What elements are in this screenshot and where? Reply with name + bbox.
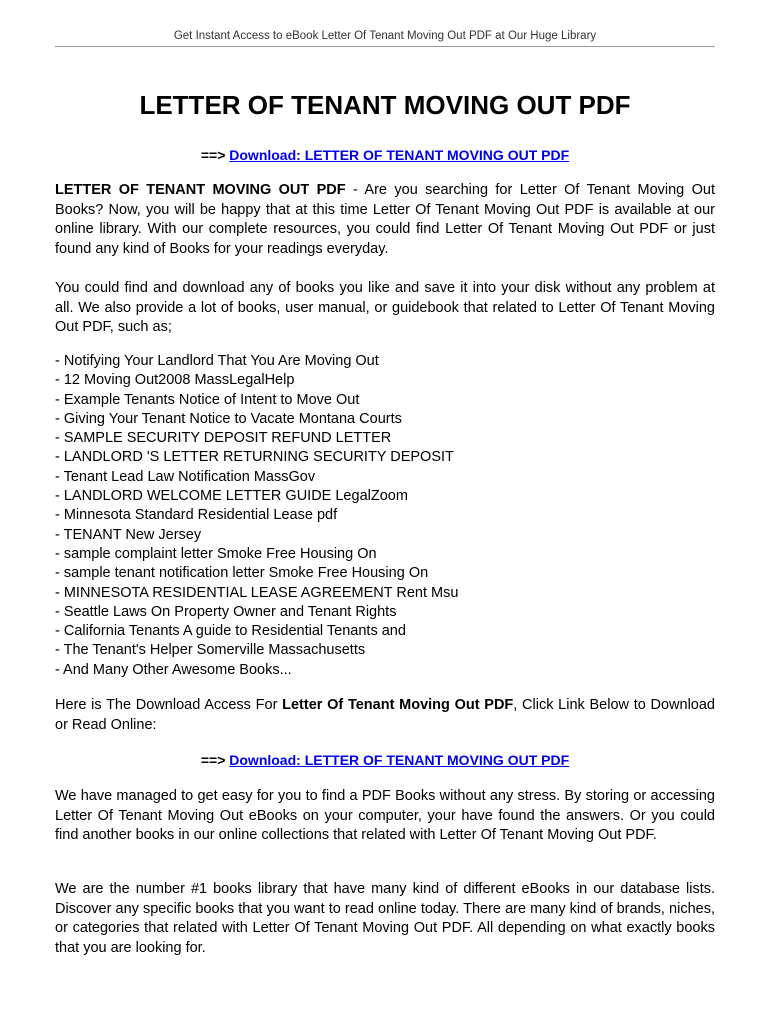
access-before: Here is The Download Access For [55, 697, 283, 713]
book-list-item: - LANDLORD 'S LETTER RETURNING SECURITY DEPOSIT [55, 449, 454, 466]
paragraph-2-text: You could find and download any of books you like and save it into your disk without any problem at all. We also provide a lot of books, user manual, or guidebook that related to Letter Of Tenant Moving Out PDF, such as; [55, 280, 715, 335]
download-link-top[interactable]: Download: LETTER OF TENANT MOVING OUT PDF [229, 147, 570, 163]
download-arrow: ==> [200, 147, 226, 163]
paragraph-3 [55, 787, 715, 846]
book-list-item: - The Tenant's Helper Somerville Massachusetts [55, 642, 366, 659]
book-list-item: - Tenant Lead Law Notification MassGov [55, 468, 316, 485]
book-list-item: - SAMPLE SECURITY DEPOSIT REFUND LETTER [55, 430, 392, 447]
access-bold: Letter Of Tenant Moving Out PDF [282, 697, 514, 713]
book-list-item: - Giving Your Tenant Notice to Vacate Montana Courts [55, 410, 402, 427]
access-after: , Click Link Below to Download or Read Online: [55, 697, 715, 733]
book-list-item: - sample tenant notification letter Smoke Free Housing On [55, 565, 429, 582]
book-list-item: - Example Tenants Notice of Intent to Move Out [55, 391, 360, 408]
paragraph-3-text: We have managed to get easy for you to find a PDF Books without any stress. By storing or accessing Letter Of Tenant Moving Out eBooks on your computer, your have found the answers. Or you could find another books in our online collections that related with Letter Of Tenant Moving Out PDF. [55, 788, 715, 843]
paragraph-2 [55, 279, 715, 338]
book-list-item: - sample complaint letter Smoke Free Housing On [55, 545, 377, 562]
page-title: LETTER OF TENANT MOVING OUT PDF [139, 90, 631, 120]
access-paragraph [55, 696, 715, 735]
page-header: Get Instant Access to eBook Letter Of Tenant Moving Out PDF at Our Huge Library [173, 30, 597, 42]
download-line-top [55, 147, 715, 163]
book-list-item: - Notifying Your Landlord That You Are Moving Out [55, 353, 379, 369]
book-list-item: - LANDLORD WELCOME LETTER GUIDE LegalZoom [55, 488, 408, 505]
paragraph-4 [55, 880, 715, 958]
download-line-bottom [55, 752, 715, 768]
book-list-item: - 12 Moving Out2008 MassLegalHelp [55, 372, 295, 389]
book-list-item: - TENANT New Jersey [55, 526, 202, 543]
intro-paragraph [55, 181, 715, 259]
book-list-item: - Minnesota Standard Residential Lease pdf [55, 507, 338, 524]
book-list-item: - Seattle Laws On Property Owner and Tenant Rights [55, 603, 397, 620]
download-arrow: ==> [200, 752, 226, 768]
download-link-bottom[interactable]: Download: LETTER OF TENANT MOVING OUT PDF [229, 752, 570, 768]
book-list [55, 352, 715, 680]
book-list-item: - And Many Other Awesome Books... [55, 661, 292, 678]
book-list-item: - MINNESOTA RESIDENTIAL LEASE AGREEMENT Rent Msu [55, 584, 459, 601]
intro-text: - Are you searching for Letter Of Tenant Moving Out Books? Now, you will be happy that at this time Letter Of Tenant Moving Out PDF is available at our online library. With our complete resources, you could find Letter Of Tenant Moving Out PDF or just found any kind of Books for your readings everyday. [55, 182, 715, 257]
paragraph-4-text: We are the number #1 books library that have many kind of different eBooks in our database lists. Discover any specific books that you want to read online today. There are many kind of brands, niches, or categories that related with Letter Of Tenant Moving Out PDF. All depending on what exactly books that you are looking for. [55, 881, 715, 956]
book-list-item: - California Tenants A guide to Residential Tenants and [55, 623, 406, 640]
header-divider [55, 46, 715, 47]
intro-bold-title: LETTER OF TENANT MOVING OUT PDF [55, 182, 346, 198]
